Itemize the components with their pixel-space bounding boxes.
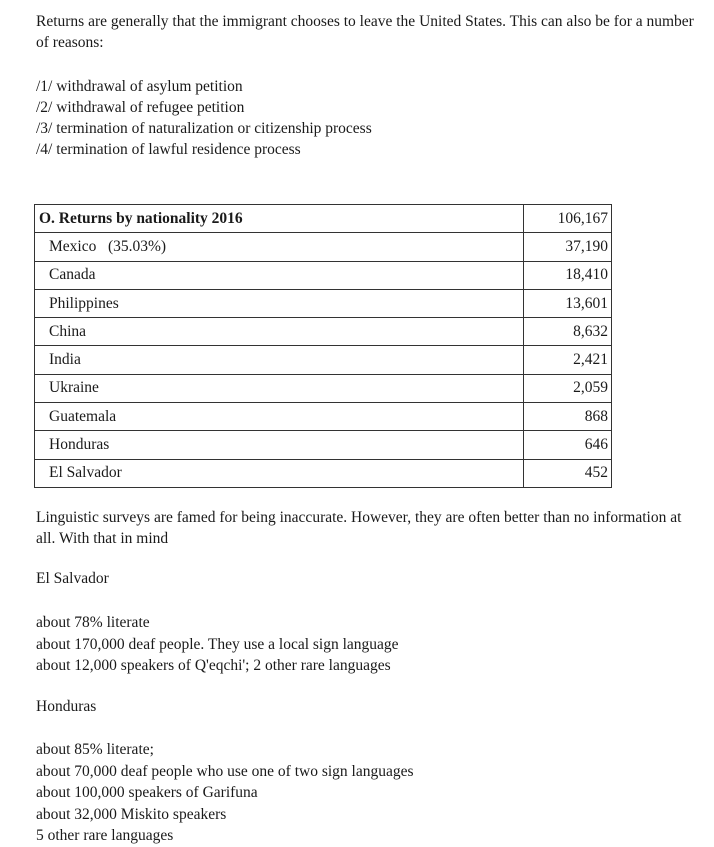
caveat-paragraph: Linguistic surveys are famed for being inaccurate. However, they are often better than no information at all. With that in mind	[36, 509, 682, 547]
returns-cell: 37,190	[524, 233, 612, 261]
reasons-list	[36, 76, 696, 160]
el-salvador-heading: El Salvador	[36, 570, 109, 587]
fact-line: about 70,000 deaf people who use one of two sign languages	[36, 762, 414, 780]
fact-line: about 170,000 deaf people. They use a local sign language	[36, 635, 399, 653]
table-header-label: O. Returns by nationality 2016	[35, 205, 524, 233]
table-header-row	[35, 205, 612, 233]
returns-cell: 8,632	[524, 318, 612, 346]
fact-line: about 85% literate;	[36, 741, 154, 758]
el-salvador-facts	[36, 612, 399, 677]
table-row	[35, 346, 612, 374]
fact-line: about 100,000 speakers of Garifuna	[36, 784, 258, 801]
returns-cell: 13,601	[524, 289, 612, 317]
table-row	[35, 318, 612, 346]
returns-cell: 452	[524, 459, 612, 487]
returns-cell: 646	[524, 431, 612, 459]
reason-item: /4/ termination of lawful residence process	[36, 141, 301, 158]
table-row	[35, 431, 612, 459]
country-cell: India	[35, 346, 524, 374]
table-header-total: 106,167	[524, 205, 612, 233]
honduras-heading: Honduras	[36, 698, 97, 715]
country-cell: China	[35, 318, 524, 346]
returns-cell: 2,059	[524, 374, 612, 402]
table-row	[35, 374, 612, 402]
reason-item: /1/ withdrawal of asylum petition	[36, 78, 243, 95]
country-cell: Canada	[35, 261, 524, 289]
country-cell: Honduras	[35, 431, 524, 459]
honduras-facts	[36, 739, 414, 847]
table-row	[35, 459, 612, 487]
fact-line: about 32,000 Miskito speakers	[36, 805, 227, 823]
fact-line: 5 other rare languages	[36, 827, 174, 844]
country-cell: Philippines	[35, 289, 524, 317]
returns-cell: 18,410	[524, 261, 612, 289]
intro-paragraph: Returns are generally that the immigrant chooses to leave the United States. This can also be for a number of reasons:	[36, 13, 694, 51]
table-row	[35, 261, 612, 289]
table-row	[35, 403, 612, 431]
returns-table	[34, 204, 612, 488]
table-row	[35, 289, 612, 317]
country-cell: Ukraine	[35, 374, 524, 402]
country-cell: Guatemala	[35, 403, 524, 431]
returns-cell: 868	[524, 403, 612, 431]
table-row	[35, 233, 612, 261]
country-cell: Mexico (35.03%)	[35, 233, 524, 261]
country-cell: El Salvador	[35, 459, 524, 487]
fact-line: about 12,000 speakers of Q'eqchi'; 2 other rare languages	[36, 657, 391, 674]
reason-item: /3/ termination of naturalization or citizenship process	[36, 120, 372, 137]
reason-item: /2/ withdrawal of refugee petition	[36, 99, 245, 116]
returns-cell: 2,421	[524, 346, 612, 374]
fact-line: about 78% literate	[36, 614, 150, 631]
